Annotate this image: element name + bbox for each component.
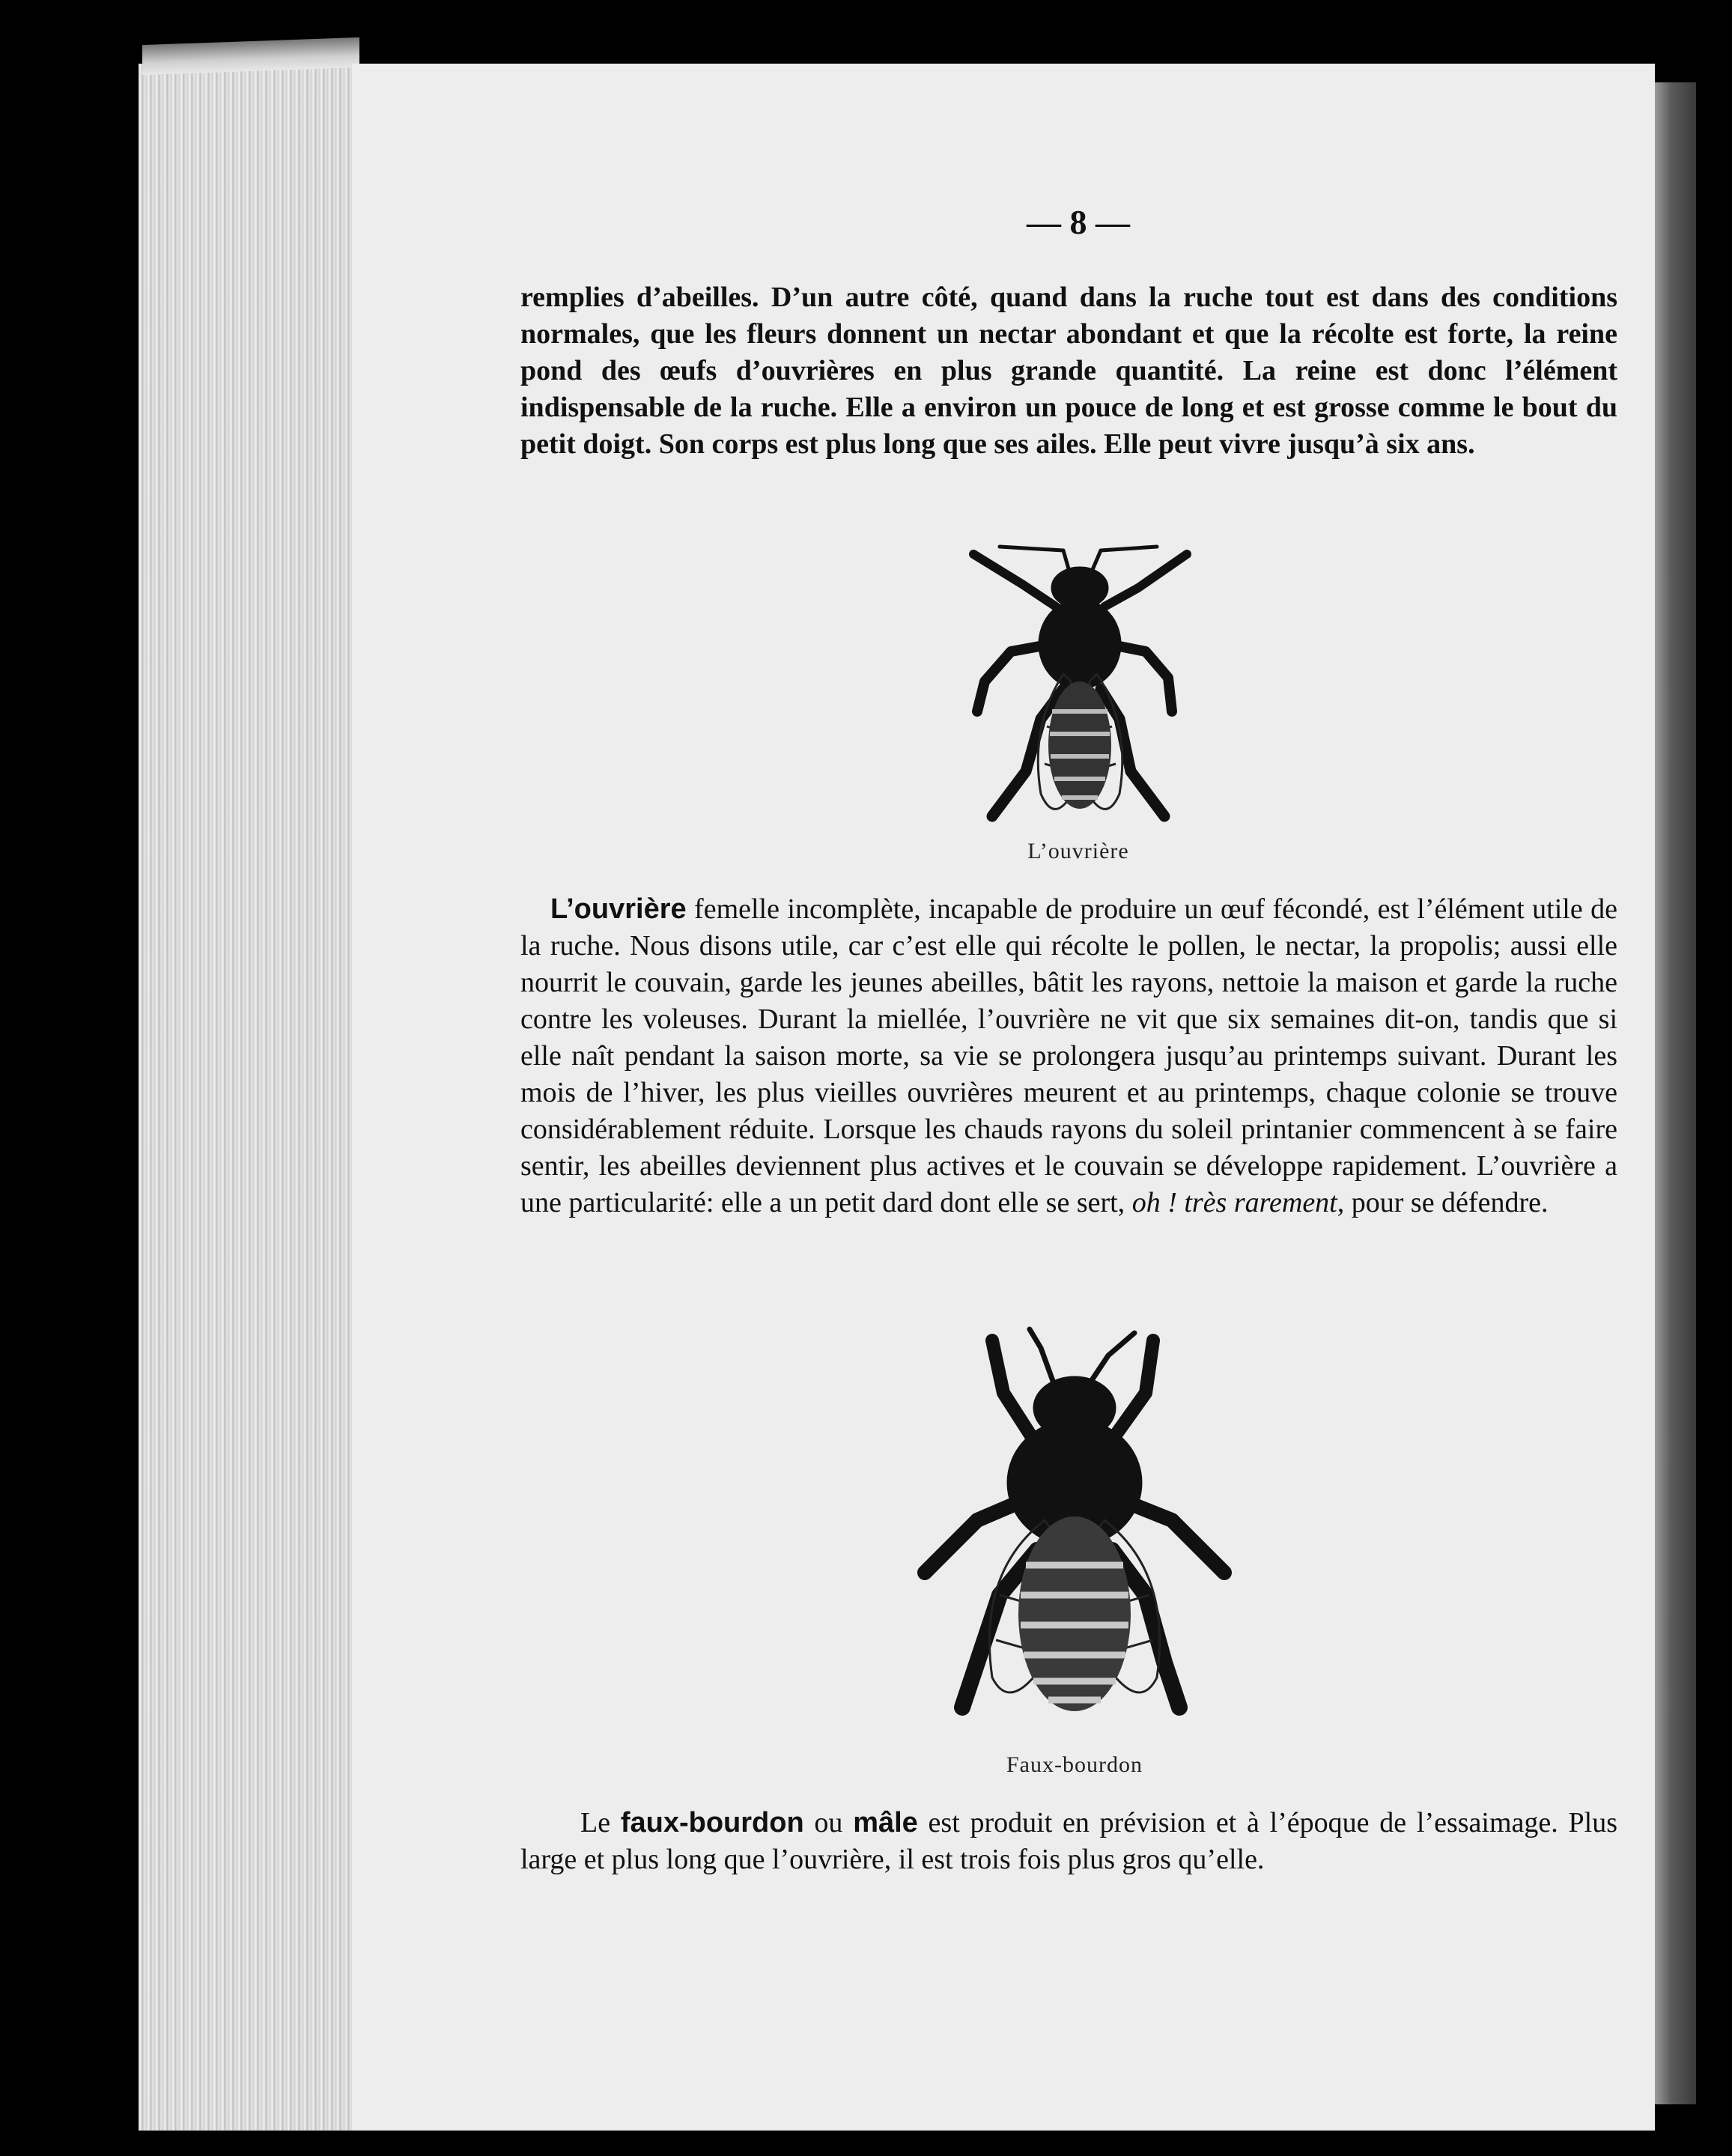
page-number: — 8 — <box>1027 203 1130 241</box>
term-male: mâle <box>853 1807 918 1838</box>
paragraph-drone-text: est produit en prévision et à l’époque de l’essaimage. Plus large et plus long que l’ouvrière, il est trois fois plus gros qu’elle. <box>520 1807 1617 1875</box>
paragraph-worker-italic: oh ! très rarement, <box>1131 1187 1345 1218</box>
paragraph-drone-mid: ou <box>803 1807 854 1838</box>
paragraph-drone-lead: Le <box>580 1807 621 1838</box>
term-faux-bourdon: faux-bourdon <box>620 1807 804 1838</box>
figure-caption-drone: Faux-bourdon <box>1006 1752 1143 1777</box>
paragraph-drone <box>520 1805 1617 1878</box>
term-ouvriere: L’ouvrière <box>550 893 687 925</box>
paragraph-queen: remplies d’abeilles. D’un autre côté, quand dans la ruche tout est dans des conditions normales, que les fleurs donnent un nectar abondant et que la récolte est forte, la reine pond des œufs d’ouvrières en plus grande quantité. La reine est donc l’élément indispensable de la ruche. Elle a environ un pouce de long et est grosse comme le bout du petit doigt. Son corps est plus long que ses ailes. Elle peut vivre jusqu’à six ans. <box>520 282 1617 460</box>
paragraph-worker <box>520 891 1617 1221</box>
worker-bee-illustration <box>958 532 1206 831</box>
paragraph-worker-text-a: femelle incomplète, incapable de produire un œuf fécondé, est l’élément utile de la ruche. Nous disons utile, car c’est elle qui récolte le pollen, le nectar, la propolis; aussi elle nourrit le couvain, garde les jeunes abeilles, bâtit les rayons, nettoie la maison et garde la ruche contre les voleuses. Durant la miellée, l’ouvrière ne vit que six semaines dit-on, tandis que si elle naît pendant la saison morte, sa vie se prolongera jusqu’au printemps suivant. Durant les mois de l’hiver, les plus vieilles ouvrières meurent et au printemps, chaque colonie se trouve considérablement réduite. Lorsque les chauds rayons du soleil printanier commencent à se faire sentir, les abeilles deviennent plus actives et le couvain se développe rapidement. L’ouvrière a une particularité: elle a un petit dard dont elle se sert, <box>520 893 1617 1218</box>
paragraph-worker-text-b: pour se défendre. <box>1344 1187 1549 1218</box>
figure-caption-worker: L’ouvrière <box>1027 839 1129 863</box>
book-page-edges <box>139 64 356 2131</box>
drone-bee-illustration <box>895 1326 1254 1737</box>
book-binding <box>1655 82 1696 2104</box>
